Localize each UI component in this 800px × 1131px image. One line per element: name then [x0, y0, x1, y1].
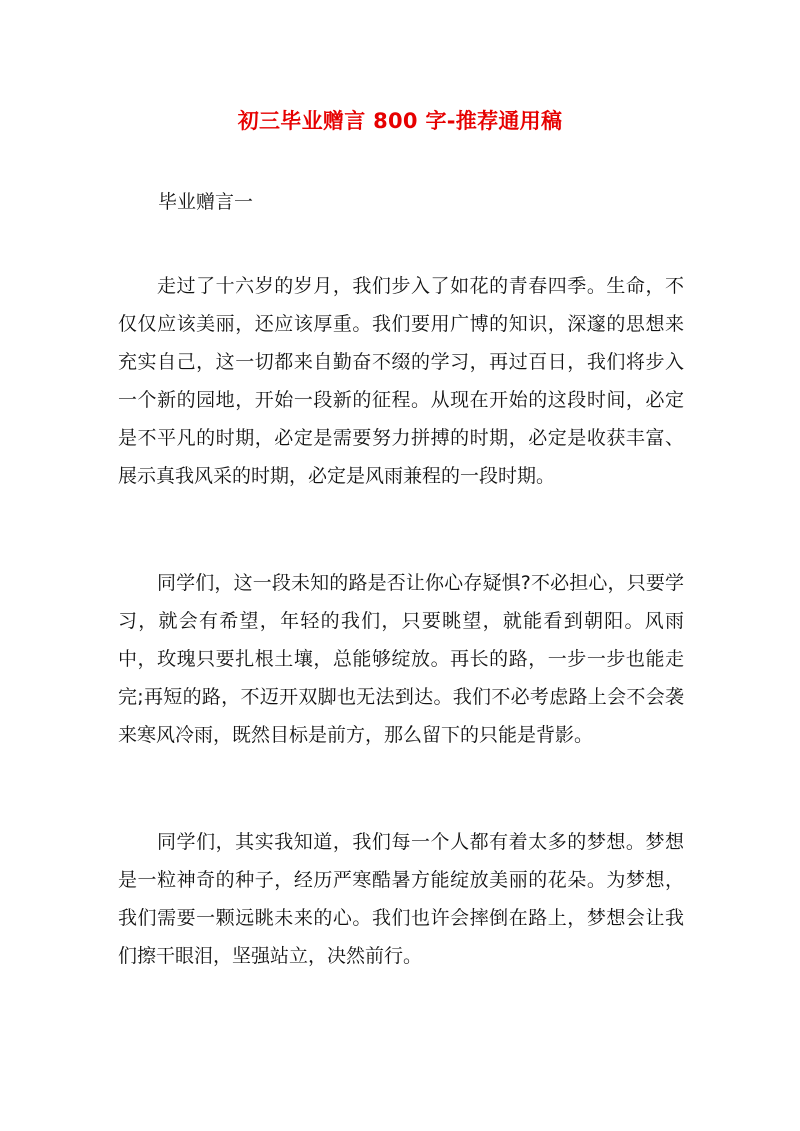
paragraph-3: 同学们，其实我知道，我们每一个人都有着太多的梦想。梦想是一粒神奇的种子，经历严寒酷暑方能绽放美丽的花朵。为梦想，我们需要一颗远眺未来的心。我们也许会摔倒在路上，梦想会让我们擦干眼泪，坚强站立，决然前行。	[118, 831, 684, 967]
paragraph-1: 走过了十六岁的岁月，我们步入了如花的青春四季。生命，不仅仅应该美丽，还应该厚重。我们要用广博的知识，深邃的思想来充实自己，这一切都来自勤奋不缀的学习，再过百日，我们将步入一个新的园地，开始一段新的征程。从现在开始的这段时间，必定是不平凡的时期，必定是需要努力拼搏的时期，必定是收获丰富、展示真我风采的时期，必定是风雨兼程的一段时期。	[118, 275, 684, 487]
section-heading: 毕业赠言一	[158, 191, 254, 213]
document-title: 初三毕业赠言 800 字-推荐通用稿	[237, 109, 563, 133]
paragraph-2: 同学们，这一段未知的路是否让你心存疑惧?不必担心，只要学习，就会有希望，年轻的我们，只要眺望，就能看到朝阳。风雨中，玫瑰只要扎根土壤，总能够绽放。再长的路，一步一步也能走完;再短的路，不迈开双脚也无法到达。我们不必考虑路上会不会袭来寒风冷雨，既然目标是前方，那么留下的只能是背影。	[118, 572, 684, 746]
